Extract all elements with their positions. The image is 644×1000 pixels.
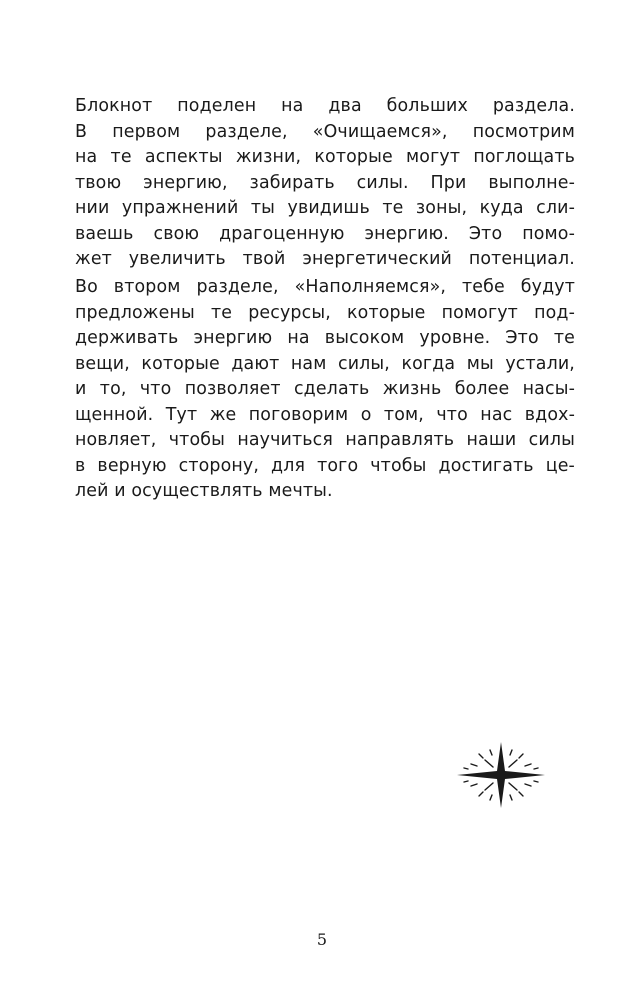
text-line: твою энергию, забирать силы. При выполне- — [75, 172, 575, 193]
text-line: вещи, которые дают нам силы, когда мы устали, — [75, 353, 575, 374]
text-line: Во втором разделе, «Наполняемся», тебе будут — [75, 277, 575, 297]
text-line: в верную сторону, для того чтобы достигать це- — [75, 455, 575, 476]
page-number: 5 — [316, 930, 328, 949]
text-line: лей и осуществлять мечты. — [75, 481, 333, 501]
text-line: Блокнот поделен на два больших раздела. — [75, 96, 575, 116]
text-line: В первом разделе, «Очищаемся», посмотрим — [75, 121, 575, 142]
text-line: жет увеличить твой энергетический потенциал. — [75, 249, 575, 269]
text-line: нии упражнений ты увидишь те зоны, куда сли- — [75, 198, 575, 218]
text-line: и то, что позволяет сделать жизнь более насы- — [75, 379, 575, 399]
text-line: держивать энергию на высоком уровне. Это те — [75, 328, 575, 348]
text-line: предложены те ресурсы, которые помогут под- — [75, 302, 575, 323]
paragraph-1 — [75, 94, 575, 273]
text-line: новляет, чтобы научиться направлять наши силы — [75, 430, 575, 450]
text-line: щенной. Тут же поговорим о том, что нас вдох- — [75, 404, 575, 425]
text-line: на те аспекты жизни, которые могут поглощать — [75, 147, 575, 167]
text-line: ваешь свою драгоценную энергию. Это помо- — [75, 223, 575, 244]
sparkle-star-icon — [453, 738, 549, 812]
paragraph-2 — [75, 275, 575, 505]
